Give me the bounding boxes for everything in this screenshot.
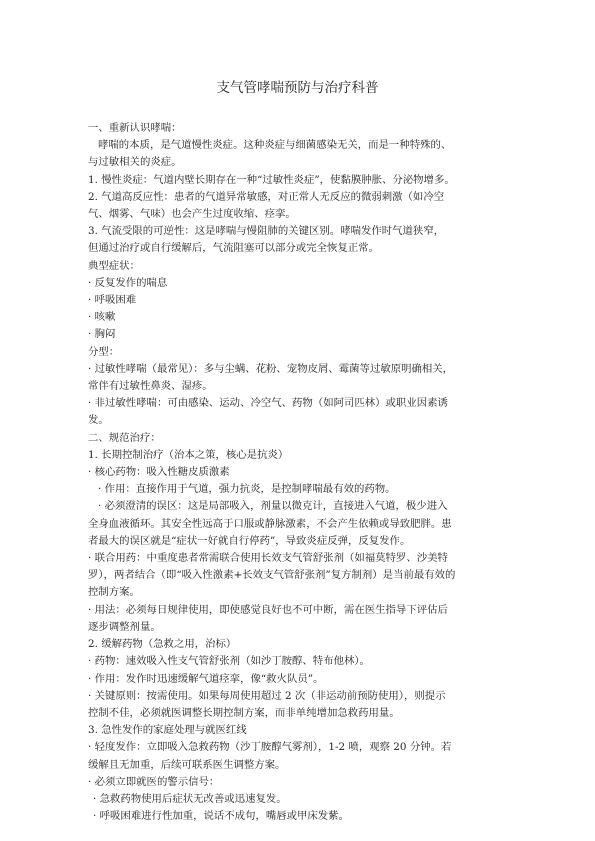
bullet-item: · 必须澄清的误区：这是局部吸入，剂量以微克计，直接进入气道，极少进入 xyxy=(98,500,448,513)
document-body xyxy=(88,120,508,825)
bullet-item: · 呼吸困难进行性加重，说话不成句，嘴唇或甲床发紫。 xyxy=(93,810,349,823)
bullet-item: · 非过敏性哮喘：可由感染、运动、冷空气、药物（如阿司匹林）或职业因素诱 xyxy=(88,397,448,410)
list-item: 1. 慢性炎症：气道内壁长期存在一种“过敏性炎症”，使黏膜肿胀、分泌物增多。 xyxy=(88,173,455,186)
bullet-item: · 药物：速效吸入性支气管舒张剂（如沙丁胺醇、特布他林）。 xyxy=(88,655,370,668)
paragraph-line: 气、烟雾、气味）也会产生过度收缩、痉挛。 xyxy=(88,208,296,221)
bullet-item: · 反复发作的喘息 xyxy=(88,276,168,289)
paragraph-line: 但通过治疗或自行缓解后，气流阻塞可以部分或完全恢复正常。 xyxy=(88,242,379,255)
bullet-item: · 轻度发作：立即吸入急救药物（沙丁胺醇气雾剂），1-2 喷，观察 20 分钟。若 xyxy=(88,741,452,754)
bullet-item: · 作用：直接作用于气道，强力抗炎，是控制哮喘最有效的药物。 xyxy=(98,483,396,496)
bullet-item: · 呼吸困难 xyxy=(88,294,137,307)
paragraph-line: 逐步调整剂量。 xyxy=(88,620,161,633)
bullet-item: · 过敏性哮喘（最常见）：多与尘螨、花粉、宠物皮屑、霉菌等过敏原明确相关， xyxy=(88,362,454,375)
bullet-item: · 联合用药：中重度患者常需联合使用长效支气管舒张剂（如福莫特罗、沙美特 xyxy=(88,552,448,565)
document-title: 支气管哮喘预防与治疗科普 xyxy=(216,80,379,96)
section-heading: 二、规范治疗： xyxy=(88,431,161,444)
paragraph-line: 控制方案。 xyxy=(88,586,140,599)
paragraph-line: 常伴有过敏性鼻炎、湿疹。 xyxy=(88,380,213,393)
paragraph-line: 罗），两者结合（即“吸入性激素+长效支气管舒张剂”复方制剂）是当前最有效的 xyxy=(88,569,456,582)
paragraph-line: 控制不佳，必须就医调整长期控制方案，而非单纯增加急救药用量。 xyxy=(88,706,400,719)
list-item: 2. 缓解药物（急救之用，治标） xyxy=(88,638,237,651)
section-heading: 一、重新认识哮喘： xyxy=(88,122,182,134)
subheading: 典型症状： xyxy=(88,259,140,272)
list-item: 3. 气流受限的可逆性：这是哮喘与慢阻肺的关键区别。哮喘发作时气道狭窄， xyxy=(88,225,445,238)
bullet-item: · 急救药物使用后症状无改善或迅速复发。 xyxy=(93,792,287,805)
paragraph-line: 缓解且无加重，后续可联系医生调整方案。 xyxy=(88,758,286,771)
bullet-item: · 作用：发作时迅速缓解气道痉挛，像“救火队员”。 xyxy=(88,672,324,685)
subheading: 分型： xyxy=(88,345,120,358)
bullet-item: · 胸闷 xyxy=(88,328,116,341)
paragraph-line: 者最大的误区就是“症状一好就自行停药”，导致炎症反弹，反复发作。 xyxy=(88,534,411,547)
list-item: 3. 急性发作的家庭处理与就医红线 xyxy=(88,724,247,737)
bullet-item: · 关键原则：按需使用。如果每周使用超过 2 次（非运动前预防使用），则提示 xyxy=(88,689,446,702)
bullet-item: · 核心药物：吸入性糖皮质激素 xyxy=(88,466,230,479)
list-item: 2. 气道高反应性：患者的气道异常敏感，对正常人无反应的微弱刺激（如冷空 xyxy=(88,190,445,203)
list-item: 1. 长期控制治疗（治本之策，核心是抗炎） xyxy=(88,448,289,461)
paragraph-line: 与过敏相关的炎症。 xyxy=(88,156,182,169)
paragraph-line: 发。 xyxy=(88,414,109,427)
bullet-item: · 咳嗽 xyxy=(88,311,116,324)
paragraph-line: 哮喘的本质，是气道慢性炎症。这种炎症与细菌感染无关，而是一种特殊的、 xyxy=(98,139,452,152)
paragraph-line: 全身血液循环。其安全性远高于口服或静脉激素，不会产生依赖或导致肥胖。患 xyxy=(88,517,452,530)
bullet-item: · 用法：必须每日规律使用，即使感觉良好也不可中断，需在医生指导下评估后 xyxy=(88,603,448,616)
bullet-item: · 必须立即就医的警示信号： xyxy=(88,775,220,788)
